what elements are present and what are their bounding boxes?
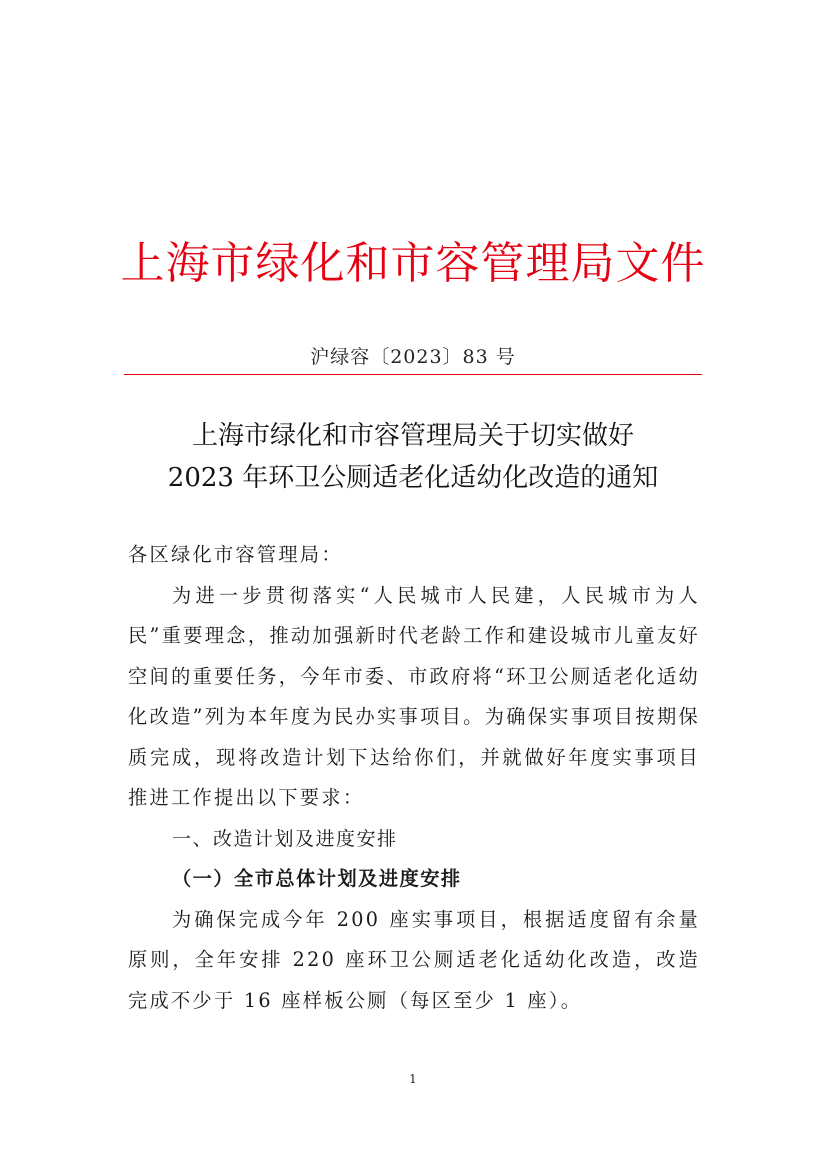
subsection-heading: （一）全市总体计划及进度安排 bbox=[172, 867, 462, 890]
notice-title bbox=[110, 415, 716, 499]
document-body bbox=[128, 535, 700, 1021]
notice-title-line-2: 2023 年环卫公厕适老化适幼化改造的通知 bbox=[167, 463, 659, 493]
notice-title-line-1: 上海市绿化和市容管理局关于切实做好 bbox=[191, 421, 634, 451]
red-divider bbox=[124, 374, 702, 375]
document-number: 沪绿容〔2023〕83 号 bbox=[310, 346, 516, 368]
section-heading: 一、改造计划及进度安排 bbox=[172, 827, 398, 850]
issuer-title: 上海市绿化和市容管理局文件 bbox=[120, 238, 706, 289]
intro-paragraph: 为进一步贯彻落实“人民城市人民建，人民城市为人民”重要理念，推动加强新时代老龄工作和建设城市儿童友好空间的重要任务，今年市委、市政府将“环卫公厕适老化适幼化改造”列为本年度为民办实事项目。为确保实事项目按期保质完成，现将改造计划下达给你们，并就做好年度实事项目推进工作提出以下要求： bbox=[128, 583, 700, 809]
salutation: 各区绿化市容管理局： bbox=[128, 543, 343, 566]
subsection-paragraph: 为确保完成今年 200 座实事项目，根据适度留有余量原则，全年安排 220 座环卫公厕适老化适幼化改造，改造完成不少于 16 座样板公厕（每区至少 1 座）。 bbox=[128, 907, 700, 1012]
page-number: 1 bbox=[409, 1072, 417, 1086]
